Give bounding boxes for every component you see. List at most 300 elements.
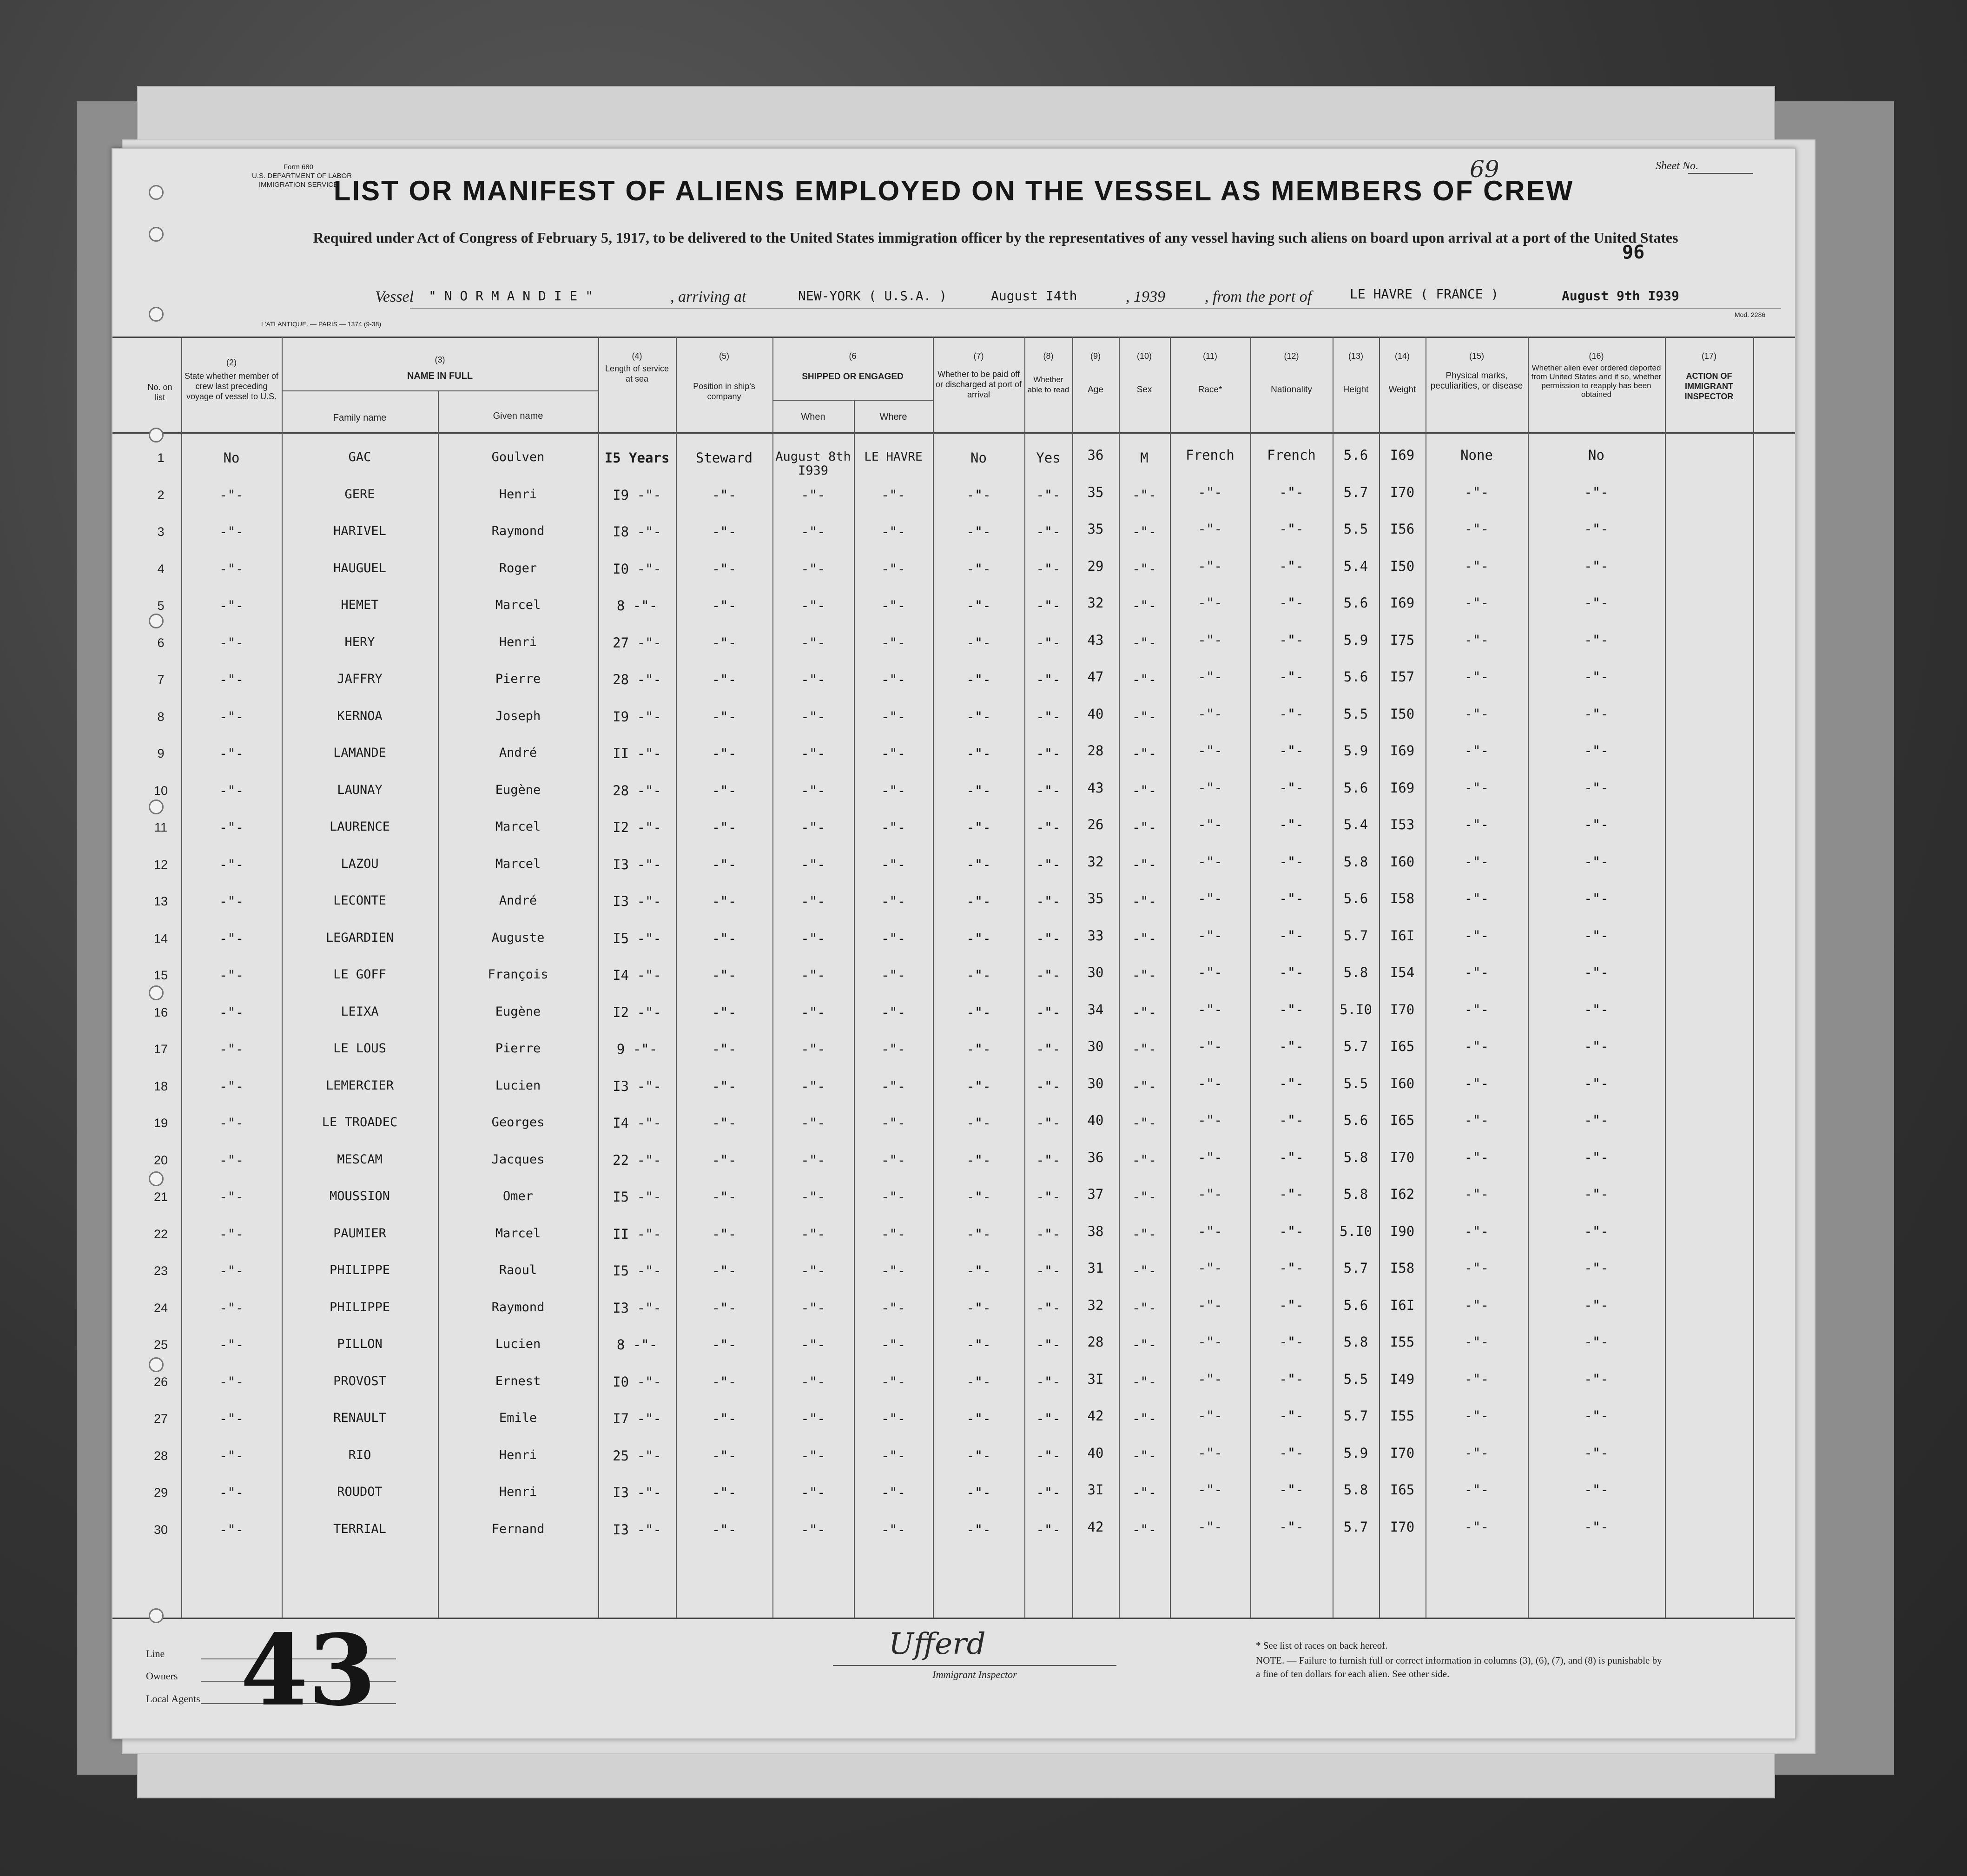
shipped-when-cell: -"- <box>801 783 825 799</box>
previous-voyage-cell: -"- <box>219 1337 244 1353</box>
col14-header: Weight <box>1388 385 1416 395</box>
position-cell: -"- <box>712 487 737 503</box>
deported-cell: -"- <box>1584 1002 1609 1017</box>
shipped-where-cell: -"- <box>881 487 906 503</box>
race-cell: -"- <box>1198 891 1222 906</box>
row-number: 28 <box>153 1449 168 1463</box>
previous-voyage-cell: -"- <box>219 1448 244 1464</box>
col5-header: Position in ship's company <box>693 382 755 401</box>
shipped-when-cell: -"- <box>801 931 825 946</box>
race-cell: -"- <box>1198 1260 1222 1276</box>
shipped-where-cell: -"- <box>881 561 906 577</box>
given-name-cell: Eugène <box>495 783 541 797</box>
previous-voyage-cell: -"- <box>219 1189 244 1205</box>
previous-voyage-cell: -"- <box>219 709 244 725</box>
physical-marks-cell: -"- <box>1464 521 1489 537</box>
given-name-cell: François <box>488 967 548 982</box>
vessel-name: " N O R M A N D I E " <box>429 288 594 304</box>
sex-cell: -"- <box>1132 783 1157 799</box>
penalty-note: NOTE. — Failure to furnish full or correct information in columns (3), (6), (7), and (8) is punishable by a fine of ten dollars for each alien. See other side. <box>1256 1655 1662 1679</box>
height-cell: 5.6 <box>1343 1297 1368 1313</box>
family-name-cell: PAUMIER <box>333 1226 386 1241</box>
height-cell: 5.6 <box>1343 447 1368 463</box>
paid-off-cell: -"- <box>966 1263 991 1279</box>
family-name-cell: LECONTE <box>333 893 386 908</box>
nationality-cell: -"- <box>1279 854 1304 870</box>
row-number: 13 <box>153 894 168 908</box>
shipped-when-cell: -"- <box>801 1300 825 1316</box>
previous-voyage-cell: -"- <box>219 1078 244 1094</box>
sex-cell: -"- <box>1132 1374 1157 1390</box>
position-cell: -"- <box>712 1522 737 1538</box>
paid-off-cell: -"- <box>966 1300 991 1316</box>
age-cell: 28 <box>1087 743 1104 759</box>
row-number: 26 <box>153 1375 168 1389</box>
shipped-when-cell: -"- <box>801 598 825 614</box>
weight-cell: I90 <box>1390 1223 1415 1239</box>
table-top-border <box>112 337 1795 338</box>
row-number: 27 <box>153 1412 168 1426</box>
family-name-cell: LEIXA <box>341 1004 379 1019</box>
shipped-where-header: Where <box>879 412 907 422</box>
family-name-cell: MOUSSION <box>329 1189 390 1203</box>
paid-off-cell: -"- <box>966 487 991 503</box>
paid-off-cell: -"- <box>966 783 991 799</box>
col16-number: (16) <box>1589 351 1604 361</box>
deported-cell: -"- <box>1584 1371 1609 1387</box>
height-cell: 5.7 <box>1343 1519 1368 1535</box>
age-cell: 40 <box>1087 1112 1104 1128</box>
handwritten-sheet-number: 69 <box>1470 156 1499 183</box>
length-of-service-cell: I4 -"- <box>613 1115 661 1131</box>
paid-off-cell: -"- <box>966 635 991 651</box>
shipped-when-cell: -"- <box>801 1522 825 1538</box>
shipped-where-cell: -"- <box>881 783 906 799</box>
previous-voyage-cell: -"- <box>219 1411 244 1427</box>
shipped-when-cell: -"- <box>801 1337 825 1353</box>
shipped-where-cell: -"- <box>881 1448 906 1464</box>
shipped-when-cell: -"- <box>801 709 825 725</box>
shipped-when-cell: -"- <box>801 1115 825 1131</box>
weight-cell: I65 <box>1390 1482 1415 1498</box>
family-name-cell: LAMANDE <box>333 746 386 760</box>
deported-cell: No <box>1588 447 1604 463</box>
physical-marks-cell: -"- <box>1464 1334 1489 1350</box>
col-rule <box>1753 337 1754 1618</box>
shipped-when-cell: -"- <box>801 1041 825 1057</box>
family-name-cell: GERE <box>344 487 375 502</box>
height-cell: 5.7 <box>1343 1408 1368 1424</box>
given-name-cell: Roger <box>499 561 537 575</box>
given-name-cell: Raoul <box>499 1263 537 1277</box>
shipped-where-cell: -"- <box>881 1115 906 1131</box>
col4-number: (4) <box>632 351 642 361</box>
age-cell: 38 <box>1087 1223 1104 1239</box>
paid-off-cell: -"- <box>966 561 991 577</box>
manifest-sheet <box>112 148 1796 1739</box>
height-cell: 5.8 <box>1343 854 1368 870</box>
nationality-cell: -"- <box>1279 817 1304 832</box>
previous-voyage-cell: -"- <box>219 672 244 687</box>
sex-cell: -"- <box>1132 893 1157 909</box>
nationality-cell: -"- <box>1279 1186 1304 1202</box>
nationality-cell: -"- <box>1279 1334 1304 1350</box>
position-cell: -"- <box>712 1263 737 1279</box>
age-cell: 26 <box>1087 817 1104 832</box>
height-cell: 5.6 <box>1343 669 1368 685</box>
weight-cell: I65 <box>1390 1038 1415 1054</box>
row-number: 23 <box>153 1264 168 1278</box>
previous-voyage-cell: -"- <box>219 1226 244 1242</box>
length-of-service-cell: 8 -"- <box>616 598 658 614</box>
position-cell: Steward <box>695 450 753 466</box>
race-cell: -"- <box>1198 1519 1222 1535</box>
family-name-cell: TERRIAL <box>333 1522 386 1536</box>
age-cell: 32 <box>1087 1297 1104 1313</box>
nationality-cell: -"- <box>1279 1260 1304 1276</box>
shipped-where-cell: -"- <box>881 635 906 651</box>
sex-cell: -"- <box>1132 1448 1157 1464</box>
length-of-service-cell: I3 -"- <box>613 1522 661 1538</box>
sex-cell: -"- <box>1132 1485 1157 1500</box>
weight-cell: I60 <box>1390 854 1415 870</box>
deported-cell: -"- <box>1584 1223 1609 1239</box>
position-cell: -"- <box>712 598 737 614</box>
sex-cell: -"- <box>1132 1041 1157 1057</box>
height-cell: 5.6 <box>1343 891 1368 906</box>
family-name-header: Family name <box>333 413 387 423</box>
shipped-when-cell: -"- <box>801 1448 825 1464</box>
length-of-service-cell: I2 -"- <box>613 819 661 835</box>
physical-marks-cell: -"- <box>1464 669 1489 685</box>
sex-cell: -"- <box>1132 1411 1157 1427</box>
physical-marks-cell: -"- <box>1464 817 1489 832</box>
length-of-service-cell: I5 Years <box>604 450 670 466</box>
shipped-when-cell: -"- <box>801 1485 825 1500</box>
previous-voyage-cell: -"- <box>219 893 244 909</box>
given-name-cell: Marcel <box>495 598 541 612</box>
arrival-date: August I4th <box>991 288 1077 304</box>
paid-off-cell: -"- <box>966 598 991 614</box>
length-of-service-cell: I3 -"- <box>613 1078 661 1094</box>
row-number: 21 <box>153 1190 168 1204</box>
sex-cell: -"- <box>1132 967 1157 983</box>
printer-mark: L'ATLANTIQUE. — PARIS — 1374 (9-38) <box>261 320 382 328</box>
race-cell: -"- <box>1198 1112 1222 1128</box>
row-number: 16 <box>153 1005 168 1019</box>
physical-marks-cell: -"- <box>1464 1260 1489 1276</box>
family-name-cell: LE TROADEC <box>322 1115 398 1130</box>
sex-cell: -"- <box>1132 857 1157 872</box>
departure-port: LE HAVRE ( FRANCE ) <box>1350 286 1499 302</box>
sex-cell: -"- <box>1132 524 1157 540</box>
family-name-cell: MESCAM <box>337 1152 383 1167</box>
deported-cell: -"- <box>1584 706 1609 722</box>
age-cell: 31 <box>1087 1260 1104 1276</box>
shipped-where-cell: -"- <box>881 1411 906 1427</box>
race-cell: -"- <box>1198 595 1222 611</box>
manifest-subtitle: Required under Act of Congress of February 5, 1917, to be delivered to the United States immigration officer by the representatives of any vessel having such aliens on board upon arrival at a port of the United States <box>313 229 1678 246</box>
height-cell: 5.6 <box>1343 780 1368 796</box>
shipped-where-cell: -"- <box>881 672 906 687</box>
physical-marks-cell: -"- <box>1464 1482 1489 1498</box>
row-number: 7 <box>157 673 165 687</box>
shipped-where-cell: -"- <box>881 1300 906 1316</box>
col13-number: (13) <box>1348 351 1363 361</box>
height-cell: 5.5 <box>1343 706 1368 722</box>
age-cell: 30 <box>1087 964 1104 980</box>
shipped-where-cell: -"- <box>881 1374 906 1390</box>
race-cell: -"- <box>1198 1223 1222 1239</box>
able-to-read-cell: -"- <box>1036 1263 1061 1279</box>
race-cell: -"- <box>1198 1445 1222 1461</box>
position-cell: -"- <box>712 672 737 687</box>
age-cell: 30 <box>1087 1076 1104 1091</box>
race-cell: -"- <box>1198 521 1222 537</box>
physical-marks-cell: -"- <box>1464 1519 1489 1535</box>
previous-voyage-cell: -"- <box>219 1374 244 1390</box>
col12-header: Nationality <box>1271 385 1312 395</box>
family-name-cell: LAZOU <box>341 857 379 871</box>
height-cell: 5.7 <box>1343 484 1368 500</box>
deported-cell: -"- <box>1584 780 1609 796</box>
able-to-read-cell: -"- <box>1036 709 1061 725</box>
physical-marks-cell: -"- <box>1464 964 1489 980</box>
weight-cell: I70 <box>1390 1445 1415 1461</box>
height-cell: 5.9 <box>1343 1445 1368 1461</box>
shipped-where-cell: -"- <box>881 1078 906 1094</box>
row-number: 22 <box>153 1227 168 1241</box>
row-number: 25 <box>153 1338 168 1352</box>
given-name-cell: Ernest <box>495 1374 541 1388</box>
sex-cell: M <box>1140 450 1149 466</box>
position-cell: -"- <box>712 524 737 540</box>
deported-cell: -"- <box>1584 743 1609 759</box>
family-name-cell: PILLON <box>337 1337 383 1351</box>
department: U.S. DEPARTMENT OF LABOR <box>252 172 352 180</box>
deported-cell: -"- <box>1584 1112 1609 1128</box>
height-cell: 5.8 <box>1343 964 1368 980</box>
weight-cell: I70 <box>1390 1519 1415 1535</box>
able-to-read-cell: -"- <box>1036 1374 1061 1390</box>
position-cell: -"- <box>712 967 737 983</box>
previous-voyage-cell: -"- <box>219 1041 244 1057</box>
deported-cell: -"- <box>1584 928 1609 944</box>
age-cell: 35 <box>1087 521 1104 537</box>
weight-cell: I56 <box>1390 521 1415 537</box>
sex-cell: -"- <box>1132 635 1157 651</box>
col17-number: (17) <box>1701 351 1716 361</box>
previous-voyage-cell: -"- <box>219 819 244 835</box>
race-cell: -"- <box>1198 1297 1222 1313</box>
given-name-header: Given name <box>493 411 543 421</box>
age-cell: 33 <box>1087 928 1104 944</box>
previous-voyage-cell: -"- <box>219 1485 244 1500</box>
age-cell: 36 <box>1087 1149 1104 1165</box>
deported-cell: -"- <box>1584 669 1609 685</box>
nationality-cell: -"- <box>1279 928 1304 944</box>
family-name-cell: RENAULT <box>333 1411 386 1425</box>
paid-off-cell: -"- <box>966 857 991 872</box>
weight-cell: I70 <box>1390 1149 1415 1165</box>
row-number: 20 <box>153 1153 168 1167</box>
previous-voyage-cell: -"- <box>219 857 244 872</box>
race-cell: -"- <box>1198 1002 1222 1017</box>
line-label: Line <box>146 1648 165 1659</box>
col9-number: (9) <box>1090 351 1101 361</box>
position-cell: -"- <box>712 1300 737 1316</box>
weight-cell: I55 <box>1390 1334 1415 1350</box>
weight-cell: I69 <box>1390 595 1415 611</box>
row-number: 18 <box>153 1079 168 1093</box>
race-cell: -"- <box>1198 854 1222 870</box>
paid-off-cell: -"- <box>966 1189 991 1205</box>
weight-cell: I69 <box>1390 447 1415 463</box>
age-cell: 3I <box>1087 1482 1104 1498</box>
col3-header: NAME IN FULL <box>407 371 473 381</box>
physical-marks-cell: -"- <box>1464 1076 1489 1091</box>
position-cell: -"- <box>712 1004 737 1020</box>
row-number: 15 <box>153 968 168 982</box>
position-cell: -"- <box>712 1485 737 1500</box>
given-name-cell: Raymond <box>491 1300 545 1315</box>
weight-cell: I6I <box>1390 1297 1415 1313</box>
given-name-cell: Henri <box>499 1485 537 1499</box>
deported-cell: -"- <box>1584 558 1609 574</box>
nationality-cell: -"- <box>1279 484 1304 500</box>
able-to-read-cell: -"- <box>1036 1411 1061 1427</box>
deported-cell: -"- <box>1584 1260 1609 1276</box>
header-bottom-border <box>112 432 1795 434</box>
age-cell: 36 <box>1087 447 1104 463</box>
family-name-cell: HAUGUEL <box>333 561 386 575</box>
able-to-read-cell: -"- <box>1036 487 1061 503</box>
able-to-read-cell: -"- <box>1036 1041 1061 1057</box>
given-name-cell: Lucien <box>495 1078 541 1093</box>
shipped-when-cell: -"- <box>801 967 825 983</box>
race-cell: -"- <box>1198 780 1222 796</box>
age-cell: 34 <box>1087 1002 1104 1017</box>
sex-cell: -"- <box>1132 746 1157 761</box>
shipped-where-cell: -"- <box>881 1004 906 1020</box>
col17-header: ACTION OF IMMIGRANT INSPECTOR <box>1684 371 1734 401</box>
row-number: 17 <box>153 1042 168 1056</box>
nationality-cell: -"- <box>1279 891 1304 906</box>
deported-cell: -"- <box>1584 1445 1609 1461</box>
col11-header: Race* <box>1198 385 1222 395</box>
able-to-read-cell: -"- <box>1036 931 1061 946</box>
position-cell: -"- <box>712 709 737 725</box>
position-cell: -"- <box>712 635 737 651</box>
length-of-service-cell: I0 -"- <box>613 1374 661 1390</box>
length-of-service-cell: I4 -"- <box>613 967 661 983</box>
shipped-where-cell: -"- <box>881 709 906 725</box>
family-name-cell: LE LOUS <box>333 1041 386 1056</box>
nationality-cell: French <box>1267 447 1316 463</box>
given-name-cell: Marcel <box>495 857 541 871</box>
paid-off-cell: -"- <box>966 1004 991 1020</box>
length-of-service-cell: I9 -"- <box>613 487 661 503</box>
paid-off-cell: -"- <box>966 893 991 909</box>
col11-number: (11) <box>1203 351 1217 361</box>
paid-off-cell: -"- <box>966 1485 991 1500</box>
shipped-where-cell: LE HAVRE <box>864 450 923 464</box>
shipped-when-cell: -"- <box>801 1152 825 1168</box>
service: IMMIGRATION SERVICE <box>258 181 338 189</box>
col16-header: Whether alien ever ordered deported from United States and if so, whether permission to reapply has been obtained <box>1531 363 1662 399</box>
nationality-cell: -"- <box>1279 1002 1304 1017</box>
binder-hole <box>149 227 164 242</box>
height-cell: 5.I0 <box>1340 1223 1372 1239</box>
previous-voyage-cell: -"- <box>219 1004 244 1020</box>
physical-marks-cell: -"- <box>1464 484 1489 500</box>
physical-marks-cell: -"- <box>1464 780 1489 796</box>
nationality-cell: -"- <box>1279 669 1304 685</box>
previous-voyage-cell: -"- <box>219 1300 244 1316</box>
row-number: 5 <box>157 599 165 613</box>
deported-cell: -"- <box>1584 964 1609 980</box>
sheet-number-label: Sheet No. <box>1656 160 1698 172</box>
physical-marks-cell: -"- <box>1464 1223 1489 1239</box>
able-to-read-cell: -"- <box>1036 1078 1061 1094</box>
departure-date: August 9th I939 <box>1562 288 1679 304</box>
row-number: 30 <box>153 1523 168 1537</box>
shipped-where-cell: -"- <box>881 524 906 540</box>
col15-header: Physical marks, peculiarities, or disease <box>1430 371 1523 391</box>
physical-marks-cell: -"- <box>1464 706 1489 722</box>
given-name-cell: Eugène <box>495 1004 541 1019</box>
able-to-read-cell: -"- <box>1036 746 1061 761</box>
shipped-where-cell: -"- <box>881 1485 906 1500</box>
race-cell: -"- <box>1198 669 1222 685</box>
paid-off-cell: -"- <box>966 672 991 687</box>
previous-voyage-cell: -"- <box>219 1522 244 1538</box>
height-cell: 5.4 <box>1343 558 1368 574</box>
length-of-service-cell: 8 -"- <box>616 1337 658 1353</box>
able-to-read-cell: -"- <box>1036 1152 1061 1168</box>
paid-off-cell: -"- <box>966 1078 991 1094</box>
page-number: 96 <box>1622 242 1645 263</box>
height-cell: 5.5 <box>1343 1076 1368 1091</box>
binder-hole <box>149 428 164 443</box>
age-cell: 43 <box>1087 780 1104 796</box>
position-cell: -"- <box>712 1078 737 1094</box>
height-cell: 5.7 <box>1343 1038 1368 1054</box>
shipped-where-cell: -"- <box>881 931 906 946</box>
position-cell: -"- <box>712 857 737 872</box>
shipped-when-cell: -"- <box>801 1411 825 1427</box>
height-cell: 5.8 <box>1343 1334 1368 1350</box>
big-number-stamp: 43 <box>240 1613 376 1728</box>
weight-cell: I58 <box>1390 891 1415 906</box>
nationality-cell: -"- <box>1279 595 1304 611</box>
shipped-when-cell: -"- <box>801 1004 825 1020</box>
col1-header: No. on list <box>147 383 172 402</box>
family-name-cell: HARIVEL <box>333 524 386 538</box>
weight-cell: I57 <box>1390 669 1415 685</box>
sex-cell: -"- <box>1132 1115 1157 1131</box>
shipped-when-cell: -"- <box>801 893 825 909</box>
weight-cell: I69 <box>1390 780 1415 796</box>
length-of-service-cell: I3 -"- <box>613 893 661 909</box>
col6-number: (6 <box>849 351 857 361</box>
family-name-cell: PHILIPPE <box>329 1263 390 1277</box>
given-name-cell: Fernand <box>491 1522 545 1536</box>
given-name-cell: Goulven <box>491 450 545 464</box>
physical-marks-cell: -"- <box>1464 1297 1489 1313</box>
position-cell: -"- <box>712 1337 737 1353</box>
family-name-cell: ROUDOT <box>337 1485 383 1499</box>
